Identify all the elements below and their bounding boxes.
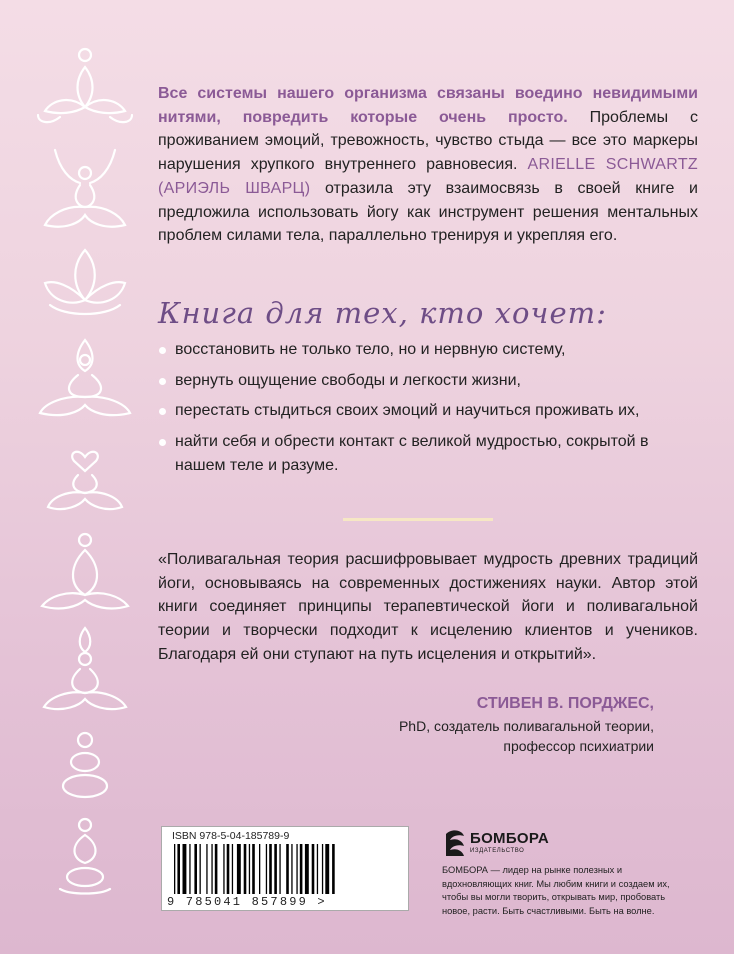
stacked-stones-icon [30,730,140,805]
barcode-bar [322,844,323,894]
barcode-bar [211,844,212,894]
barcode-bar [232,844,233,894]
barcode-bar [200,844,201,894]
list-item: вернуть ощущение свободы и легкости жизни, [158,369,678,393]
barcode-bar [305,844,309,894]
yoga-meditation-flower-icon [30,45,140,130]
quote-author: СТИВЕН В. ПОРДЖЕС, [476,695,654,712]
for-whom-heading: Книга для тех, кто хочет: [158,296,607,330]
decorative-yoga-icons [30,40,140,900]
yoga-flame-icon [30,335,140,420]
intro-author: ARIELLE SCHWARTZ (АРИЭЛЬ ШВАРЦ) [158,156,698,197]
barcode-bar [286,844,289,894]
list-item: перестать стыдиться своих эмоций и научиться проживать их, [158,399,678,423]
barcode-digits: 9 785041 857899 > [167,895,327,909]
barcode-bar [269,844,272,894]
barcode-bar [279,844,280,894]
barcode-bar [177,844,180,894]
benefits-list [158,338,678,485]
yoga-arms-up-icon [30,145,140,235]
barcode-bar [223,844,224,894]
barcode-bar [252,844,255,894]
yoga-heart-icon [30,435,140,515]
barcode-bar [325,844,329,894]
publisher-name: БОМБОРА [470,830,550,847]
bombora-logo-icon [442,828,468,858]
list-item: восстановить не только тело, но и нервную систему, [158,338,678,362]
quote-attribution [399,694,654,756]
barcode-bar [183,844,187,894]
publisher-description: БОМБОРА — лидер на рынке полезных и вдохновляющих книг. Мы любим книги и создаем их, чтобы вы могли творить, открывать мир, пробовать новое, расти. Быть счастливыми. Быть на волне. [442,865,670,916]
yoga-seated-icon [30,530,140,615]
intro-highlight: Все системы нашего организма связаны воедино невидимыми нитями, повредить которые очень просто. [158,85,698,126]
list-item: найти себя и обрести контакт с великой мудростью, сокрытой в нашем теле и разуме. [158,430,678,477]
barcode-bar [249,844,250,894]
isbn-label: ISBN 978-5-04-185789-9 [172,830,290,842]
barcode-bar [244,844,247,894]
barcode-bar [215,844,218,894]
intro-text-part2: отразила эту взаимосвязь в своей книге и предложила использовать йогу как инструмент решения ментальных проблем силами тела, параллельно тренируя и укрепляя его. [158,179,698,245]
barcode-bar [274,844,277,894]
barcode-bar [266,844,267,894]
barcode-bar [312,844,315,894]
intro-paragraph [158,82,698,248]
quote-author-role-1: PhD, создатель поливагальной теории, [398,718,654,734]
intro-text-part1: Проблемы с проживанием эмоций, тревожность, чувство стыда — все это маркеры нарушения хрупкого внутреннего равновесия. [158,108,698,174]
barcode-bar [237,844,241,894]
lotus-icon [30,245,140,325]
barcode-bar [259,844,260,894]
barcode [161,826,409,911]
yoga-flame-meditation-icon [30,625,140,715]
barcode-bars [170,844,400,894]
barcode-bar [206,844,207,894]
barcode-bar [227,844,230,894]
barcode-bar [174,844,175,894]
barcode-bar [189,844,190,894]
quote-author-role-2: профессор психиатрии [503,738,654,754]
barcode-bar [296,844,297,894]
barcode-bar [332,844,335,894]
barcode-bar [194,844,197,894]
barcode-bar [317,844,318,894]
quote-text: «Поливагальная теория расшифровывает мудрость древних традиций йоги, основываясь на современных достижениях науки. Автор этой книги соединяет принципы терапевтической йоги и поливагальной теории и творчески подходит к исцелению клиентов и учеников. Благодаря ей они ступают на путь исцеления и открытий». [158,551,698,663]
barcode-bar [291,844,292,894]
divider [343,518,493,521]
publisher-subtitle: ИЗДАТЕЛЬСТВО [470,848,525,854]
barcode-bar [300,844,303,894]
yoga-balance-icon [30,815,140,900]
